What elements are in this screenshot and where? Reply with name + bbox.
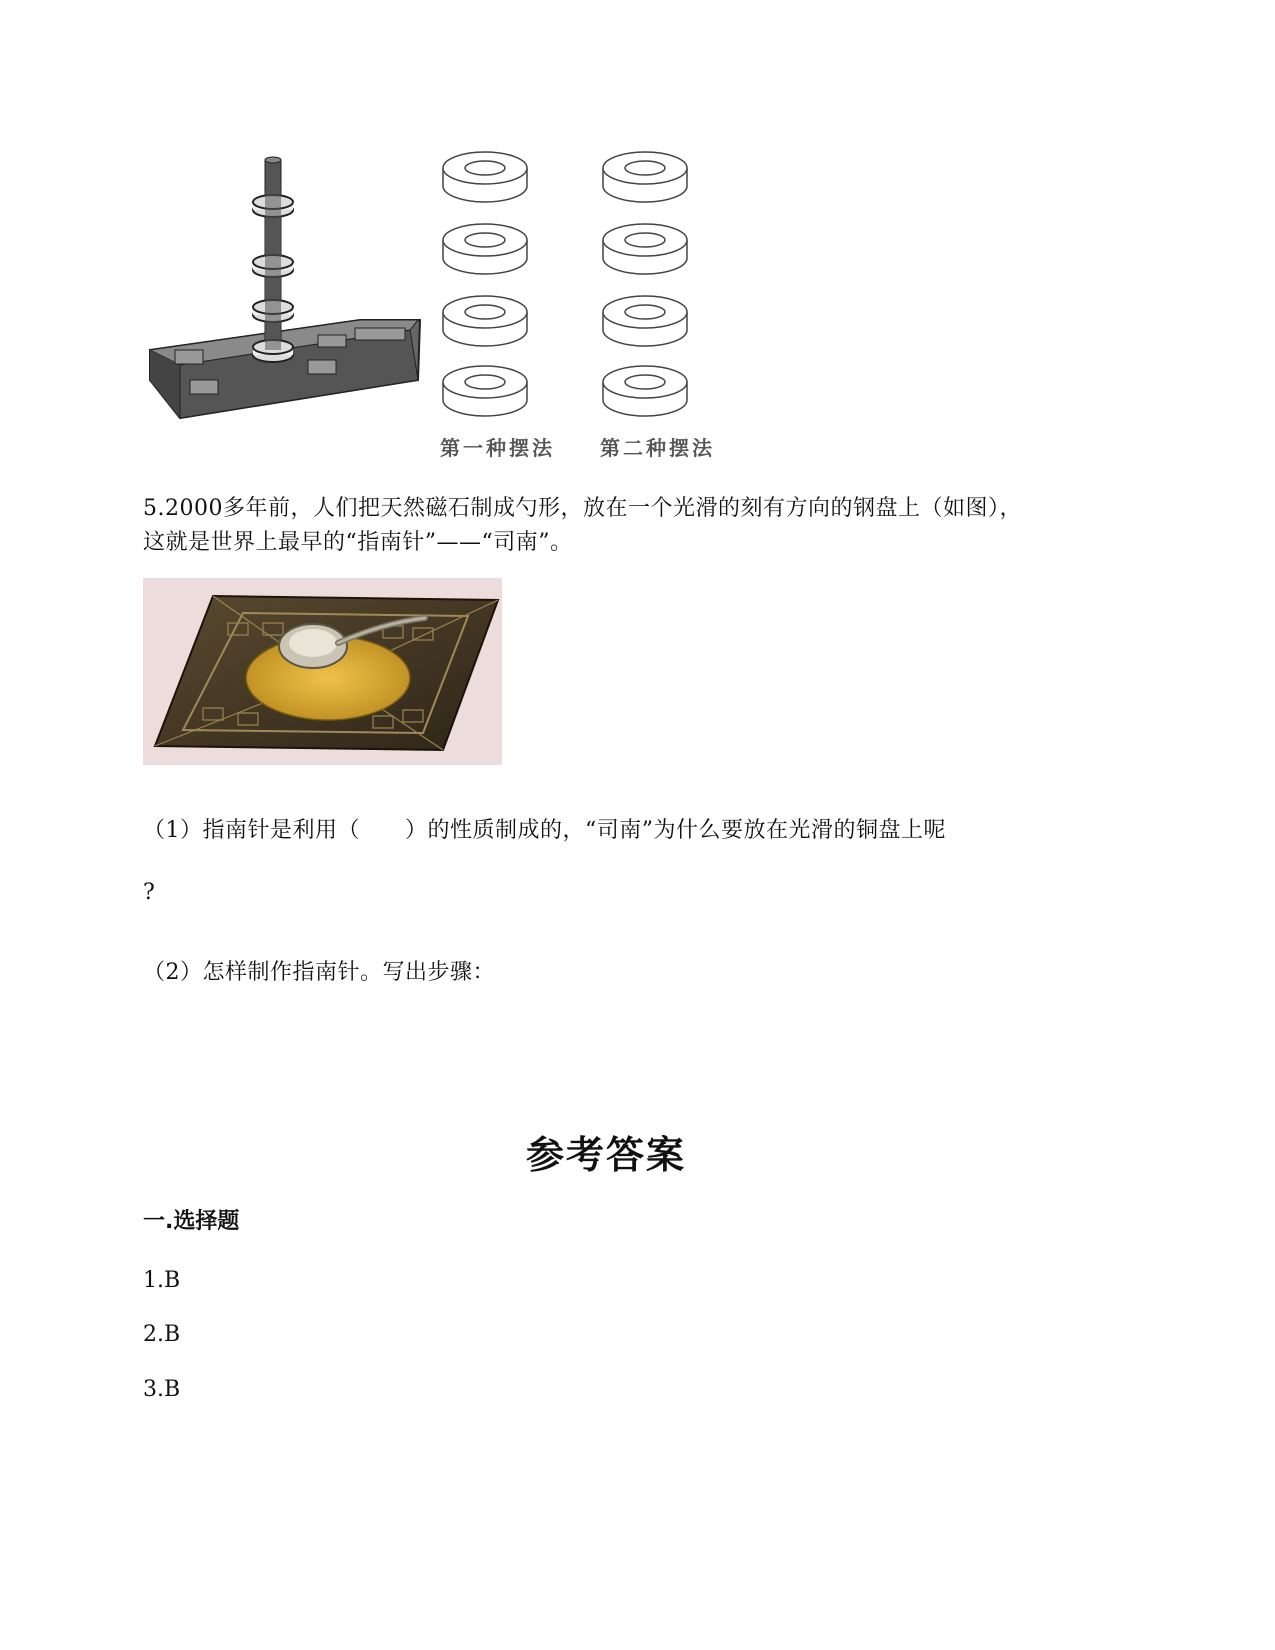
caption-second-arrangement: 第二种摆法 (600, 436, 715, 460)
question5-sub2: （2）怎样制作指南针。写出步骤： (143, 960, 495, 985)
question5-line2: 这就是世界上最早的“指南针”——“司南”。 (143, 530, 573, 555)
sinan-compass-image (143, 578, 502, 765)
sinan-compass-illustration (143, 578, 502, 765)
caption-first-arrangement: 第一种摆法 (440, 436, 555, 460)
answer-item: 1.B (143, 1268, 181, 1293)
magnet-stack-figure (140, 150, 740, 470)
answer-item: 2.B (143, 1322, 181, 1347)
question5-sub1: （1）指南针是利用（ ）的性质制成的，“司南”为什么要放在光滑的铜盘上呢 (143, 818, 946, 843)
answers-title: 参考答案 (525, 1133, 686, 1177)
magnet-stack-illustration (140, 150, 740, 470)
question5-sub1-continuation: ? (143, 880, 156, 905)
answer-item: 3.B (143, 1377, 181, 1402)
question5-line1: 5.2000多年前，人们把天然磁石制成勺形，放在一个光滑的刻有方向的钢盘上（如图）， (143, 496, 1022, 521)
answers-section-heading: 一.选择题 (143, 1209, 240, 1234)
